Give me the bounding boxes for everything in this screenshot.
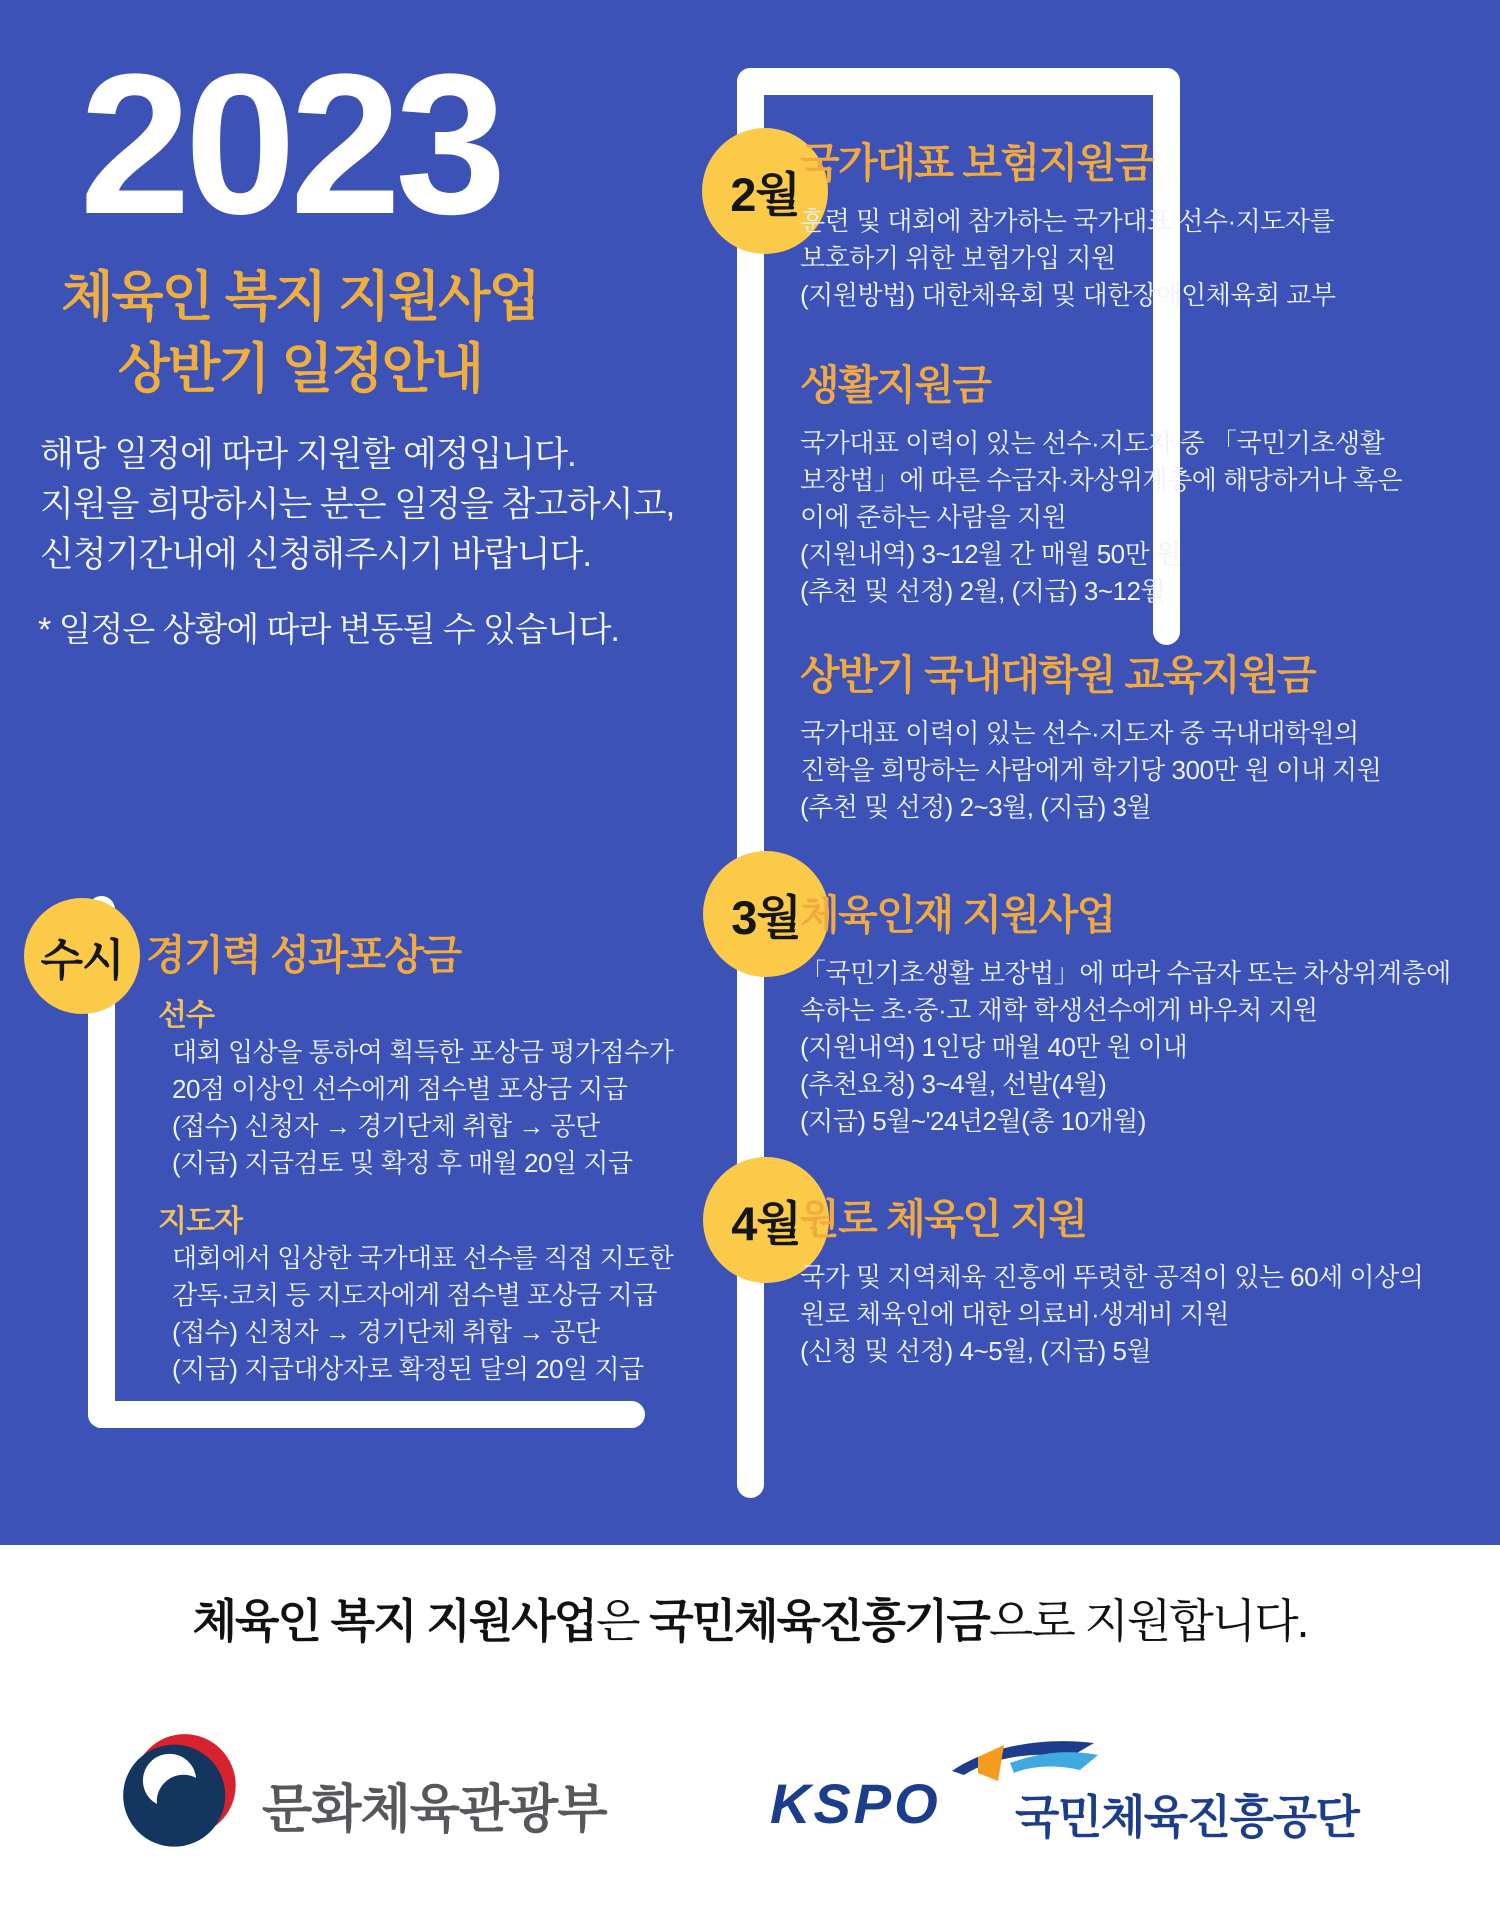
funding-message-plain: 은 — [596, 1595, 650, 1647]
intro-line: 지원을 희망하시는 분은 일정을 참고하시고, — [40, 485, 675, 524]
intro-paragraph — [40, 430, 674, 580]
program-line: 이에 준하는 사람을 지원 — [800, 502, 1067, 532]
program-living-support — [800, 352, 1402, 610]
anytime-sub-body-coach — [172, 1240, 673, 1388]
timeline-bar — [737, 68, 764, 1498]
program-line: (접수) 신청자 → 경기단체 취합 → 공단 — [172, 1111, 600, 1141]
poster-title-line2: 상반기 일정안내 — [117, 338, 483, 399]
frame-bar-top — [737, 68, 1180, 95]
badge-march: 3월 — [703, 851, 829, 977]
footer — [0, 1545, 1500, 1920]
program-line: (추천 및 선정) 2월, (지급) 3~12월 — [800, 576, 1166, 606]
program-title: 체육인재 지원사업 — [800, 892, 1115, 938]
kspo-org-name: 국민체육진흥공단 — [1015, 1791, 1359, 1843]
poster-title-line1: 체육인 복지 지원사업 — [61, 267, 539, 327]
funding-message-bold: 체육인 복지 지원사업 — [192, 1595, 597, 1647]
program-line: 국가 및 지역체육 진흥에 뚜렷한 공적이 있는 60세 이상의 — [800, 1262, 1424, 1292]
program-line: (지급) 지급검토 및 확정 후 매월 20일 지급 — [172, 1148, 633, 1178]
mcst-logo — [122, 1733, 642, 1863]
funding-message-bold: 국민체육진흥기금 — [649, 1595, 989, 1647]
program-line: (지급) 5월~'24년2월(총 10개월) — [800, 1106, 1146, 1136]
program-title: 국가대표 보험지원금 — [800, 140, 1153, 186]
program-line: (지원내역) 1인당 매월 40만 원 이내 — [800, 1032, 1188, 1062]
kspo-logo — [770, 1745, 1390, 1865]
frame-bar-bottom — [88, 1401, 645, 1428]
year-heading: 2023 — [79, 33, 501, 256]
program-line: 「국민기초생활 보장법」에 따라 수급자 또는 차상위계층에 — [800, 958, 1451, 988]
intro-line: 신청기간내에 신청해주시기 바랍니다. — [40, 535, 592, 574]
anytime-sub-label-athlete: 선수 — [158, 999, 214, 1032]
funding-message — [0, 1585, 1500, 1651]
program-line: (추천 및 선정) 2~3월, (지급) 3월 — [800, 792, 1152, 822]
program-line: 국가대표 이력이 있는 선수·지도자 중 국내대학원의 — [800, 718, 1359, 748]
program-line: (신청 및 선정) 4~5월, (지급) 5월 — [800, 1336, 1152, 1366]
anytime-program-title: 경기력 성과포상금 — [146, 932, 461, 978]
program-sports-talent-support — [800, 882, 1451, 1140]
program-line: 속하는 초·중·고 재학 학생선수에게 바우처 지원 — [800, 995, 1318, 1025]
badge-anytime: 수시 — [24, 898, 140, 1014]
anytime-sub-label-coach: 지도자 — [158, 1205, 242, 1238]
program-line: 보호하기 위한 보험가입 지원 — [800, 243, 1116, 273]
program-line: 원로 체육인에 대한 의료비·생계비 지원 — [800, 1299, 1229, 1329]
badge-april: 4월 — [703, 1157, 829, 1283]
program-line: 훈련 및 대회에 참가하는 국가대표 선수·지도자를 — [800, 206, 1335, 236]
mcst-emblem-icon — [122, 1733, 238, 1849]
intro-line: 해당 일정에 따라 지원할 예정입니다. — [40, 435, 576, 474]
anytime-sub-body-athlete — [172, 1034, 673, 1182]
program-line: (지원방법) 대한체육회 및 대한장애인체육회 교부 — [800, 280, 1336, 310]
funding-message-plain: 으로 지원합니다. — [988, 1595, 1308, 1647]
program-title: 상반기 국내대학원 교육지원금 — [800, 652, 1316, 698]
mcst-name: 문화체육관광부 — [262, 1781, 607, 1839]
kspo-wordmark: KSPO — [770, 1772, 941, 1835]
program-line: (지원내역) 3~12월 간 매월 50만 원 — [800, 539, 1181, 569]
program-line: (접수) 신청자 → 경기단체 취합 → 공단 — [172, 1317, 600, 1347]
program-line: 대회 입상을 통하여 획득한 포상금 평가점수가 — [172, 1037, 674, 1067]
program-line: 진학을 희망하는 사람에게 학기당 300만 원 이내 지원 — [800, 755, 1382, 785]
poster-title — [0, 262, 600, 406]
program-graduate-education-support — [800, 642, 1381, 826]
program-line: 국가대표 이력이 있는 선수·지도자 중 「국민기초생활 — [800, 428, 1385, 458]
program-line: 대회에서 입상한 국가대표 선수를 직접 지도한 — [172, 1243, 674, 1273]
badge-february: 2월 — [702, 128, 828, 254]
program-insurance-support — [800, 130, 1336, 314]
program-line: 20점 이상인 선수에게 점수별 포상금 지급 — [172, 1074, 628, 1104]
program-line: (추천요청) 3~4월, 선발(4월) — [800, 1069, 1107, 1099]
program-line: (지급) 지급대상자로 확정된 달의 20일 지급 — [172, 1354, 644, 1384]
program-title: 생활지원금 — [800, 362, 991, 408]
schedule-change-note: * 일정은 상황에 따라 변동될 수 있습니다. — [38, 611, 619, 649]
program-title: 원로 체육인 지원 — [800, 1196, 1087, 1242]
program-line: 보장법」에 따른 수급자·차상위계층에 해당하거나 혹은 — [800, 465, 1403, 495]
program-senior-athlete-support — [800, 1186, 1423, 1370]
program-line: 감독·코치 등 지도자에게 점수별 포상금 지급 — [172, 1280, 657, 1310]
